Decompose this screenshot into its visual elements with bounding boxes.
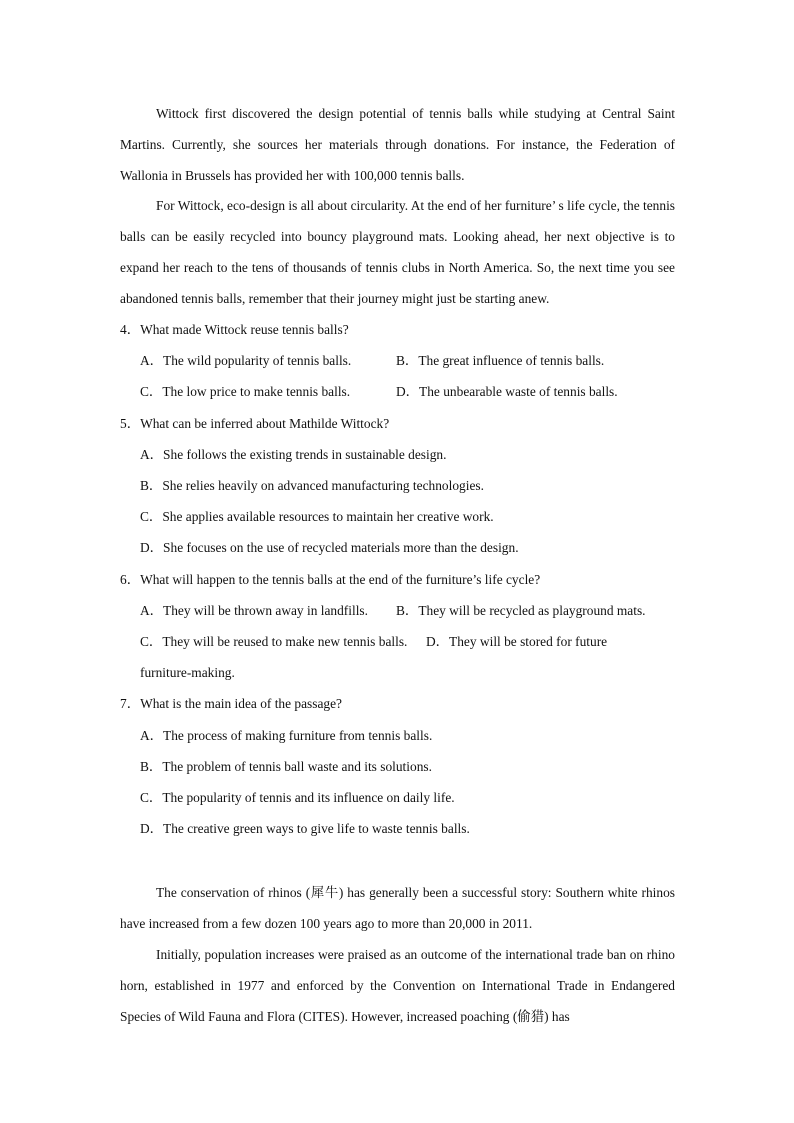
- question-5-option-c: C．She applies available resources to maintain her creative work.: [140, 509, 494, 524]
- question-6-option-c: C．They will be reused to make new tennis balls.: [140, 634, 408, 649]
- question-6-option-d-continued: furniture-making.: [140, 665, 235, 680]
- question-7-option-c: C．The popularity of tennis and its influence on daily life.: [140, 790, 455, 805]
- question-4-option-d: D．The unbearable waste of tennis balls.: [396, 384, 618, 399]
- question-7-option-b: B．The problem of tennis ball waste and its solutions.: [140, 759, 432, 774]
- passage2-paragraph-1: The conservation of rhinos (犀牛) has generally been a successful story: Southern white rhinos have increased from a few dozen 100 years ago to more than 20,000 in 2011.: [120, 885, 675, 931]
- question-6-stem: 6．What will happen to the tennis balls at the end of the furniture’s life cycle?: [120, 572, 541, 587]
- question-7-option-d: D．The creative green ways to give life to waste tennis balls.: [140, 821, 470, 836]
- question-5-stem: 5．What can be inferred about Mathilde Wittock?: [120, 416, 390, 431]
- question-5-option-b: B．She relies heavily on advanced manufacturing technologies.: [140, 478, 484, 493]
- question-7-option-a: A．The process of making furniture from tennis balls.: [140, 728, 433, 743]
- question-5-option-a: A．She follows the existing trends in sustainable design.: [140, 447, 447, 462]
- question-7-stem: 7．What is the main idea of the passage?: [120, 696, 342, 711]
- question-6-option-a: A．They will be thrown away in landfills.: [140, 603, 368, 618]
- passage1-paragraph-1: Wittock first discovered the design potential of tennis balls while studying at Central Saint Martins. Currently, she sources her materials through donations. For instance, the Federation of Wallonia in Brussels has provided her with 100,000 tennis balls.: [120, 106, 675, 183]
- question-5-option-d: D．She focuses on the use of recycled materials more than the design.: [140, 540, 519, 555]
- question-4-option-b: B．The great influence of tennis balls.: [396, 353, 605, 368]
- question-4-option-a: A．The wild popularity of tennis balls.: [140, 353, 352, 368]
- passage1-paragraph-2: For Wittock, eco-design is all about circularity. At the end of her furniture’ s life cycle, the tennis balls can be easily recycled into bouncy playground mats. Looking ahead, her next objective is to expand her reach to the tens of thousands of tennis clubs in North America. So, the next time you see abandoned tennis balls, remember that their journey might just be starting anew.: [120, 198, 675, 306]
- question-6-option-d: D．They will be stored for future: [426, 634, 608, 649]
- question-4-stem: 4．What made Wittock reuse tennis balls?: [120, 322, 349, 337]
- passage2-paragraph-2: Initially, population increases were praised as an outcome of the international trade ban on rhino horn, established in 1977 and enforced by the Convention on International Trade in Endangered Species of Wild Fauna and Flora (CITES). However, increased poaching (偷猎) has: [120, 947, 675, 1024]
- question-4-option-c: C．The low price to make tennis balls.: [140, 384, 351, 399]
- question-6-option-b: B．They will be recycled as playground mats.: [396, 603, 646, 618]
